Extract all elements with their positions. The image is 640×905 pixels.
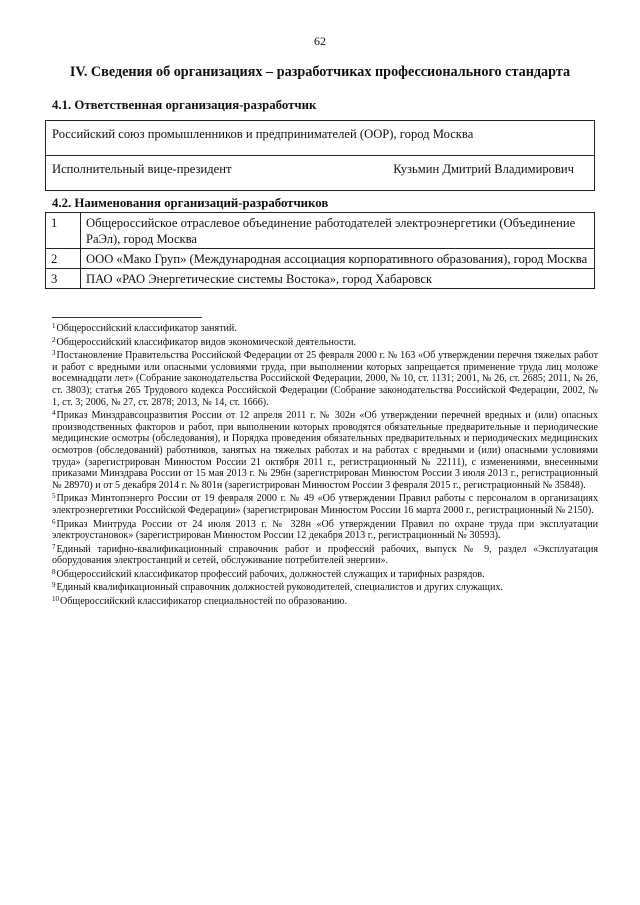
footnote-text: Общероссийский классификатор специальностей по образованию. bbox=[60, 596, 348, 608]
footnote-text: Приказ Минздравсоцразвития России от 12 апреля 2011 г. № 302н «Об утверждении перечней вредных и (или) опасных производственных факторов и работ, при выполнении которых проводятся обязательные предварительные и периодические медицинские осмотры (обследования), и Порядка проведения обязательных предварительных и периодических медицинских осмотров (обследований) работников, занятых на тяжелых работах и на работах с вредными и (или) опасными условиями труда» (зарегистрирован Минюстом России 21 октября 2011 г., регистрационный № 22111), с изменениями, внесенными приказами Минздрава России от 15 мая 2013 г. № 296н (зарегистрирован Минюстом России 3 июля 2013 г., регистрационный № 28970) и от 5 декабря 2014 г. № 801н (зарегистрирован Минюстом России 3 февраля 2015 г., регистрационный № 35848). bbox=[52, 410, 598, 491]
page-number: 62 bbox=[314, 34, 326, 48]
footnote bbox=[52, 580, 598, 594]
footnote bbox=[52, 335, 598, 349]
footnote-text: Единый квалификационный справочник должностей руководителей, специалистов и других служащих. bbox=[56, 582, 503, 594]
footnote-mark: 10 bbox=[52, 595, 59, 604]
table-row bbox=[46, 156, 595, 191]
footnote-text: Единый тарифно-квалификационный справочник работ и профессий рабочих, выпуск № 9, раздел «Эксплуатация оборудования электростанций и сетей, обслуживание потребителей энергии». bbox=[52, 543, 598, 567]
footnote-text: Приказ Минтруда России от 24 июля 2013 г. № 328н «Об утверждении Правил по охране труда при эксплуатации электроустановок» (зарегистрирован Минюстом России 12 декабря 2013 г., регистрационный № 30593). bbox=[52, 518, 598, 542]
footnote bbox=[52, 348, 598, 408]
section-title: IV. Сведения об организациях – разработчиках профессионального стандарта bbox=[69, 64, 571, 80]
footnote-text: Общероссийский классификатор видов экономической деятельности. bbox=[56, 336, 356, 348]
table-row bbox=[46, 249, 595, 269]
footnote-mark: 7 bbox=[52, 542, 56, 551]
responsible-org-name: Российский союз промышленников и предпринимателей (ООР), город Москва bbox=[46, 121, 595, 156]
footnote-separator bbox=[52, 317, 202, 318]
footnotes bbox=[52, 321, 598, 608]
developer-org-name: ООО «Мако Груп» (Международная ассоциация корпоративного образования), город Москва bbox=[81, 249, 595, 269]
footnote-mark: 8 bbox=[52, 567, 56, 576]
footnote-mark: 2 bbox=[52, 335, 56, 344]
developer-row-number: 1 bbox=[46, 213, 81, 249]
developer-org-name: Общероссийское отраслевое объединение работодателей электроэнергетики (Объединение РаЭл), город Москва bbox=[81, 213, 595, 249]
footnote bbox=[52, 408, 598, 491]
responsible-org-heading: 4.1. Ответственная организация-разработчик bbox=[52, 98, 317, 112]
developer-orgs-table bbox=[45, 212, 595, 289]
table-row bbox=[46, 213, 595, 249]
footnote-text: Общероссийский классификатор занятий. bbox=[56, 323, 237, 334]
responsible-org-table bbox=[45, 120, 595, 191]
responsible-position: Исполнительный вице-президент bbox=[52, 162, 232, 176]
footnote bbox=[52, 491, 598, 516]
footnote bbox=[52, 567, 598, 581]
footnote-text: Приказ Минтопэнерго России от 19 февраля 2000 г. № 49 «Об утверждении Правил работы с персоналом в организациях электроэнергетики Российской Федерации» (зарегистрирован Минюстом России 16 марта 2000 г., регистрационный № 2150). bbox=[52, 493, 598, 516]
footnote-text: Общероссийский классификатор профессий рабочих, должностей служащих и тарифных разрядов. bbox=[56, 568, 485, 580]
footnote-mark: 6 bbox=[52, 517, 56, 526]
footnote-mark: 5 bbox=[52, 492, 56, 501]
footnote-mark: 4 bbox=[52, 409, 56, 418]
developer-row-number: 3 bbox=[46, 269, 81, 289]
footnote-text: Постановление Правительства Российской Федерации от 25 февраля 2000 г. № 163 «Об утверждении перечня тяжелых работ и работ с вредными или опасными условиями труда, при выполнении которых запрещается применение труда лиц моложе восемнадцати лет» (Собрание законодательства Российской Федерации, 2000, № 10, ст. 1131; 2001, № 26, ст. 2685; 2011, № 26, ст. 3803); статья 265 Трудового кодекса Российской Федерации (Собрание законодательства Российской Федерации, 2002, № 1, ст. 3; 2006, № 27, ст. 2878; 2013, № 14, ст. 1666). bbox=[52, 350, 598, 408]
footnote bbox=[52, 542, 598, 567]
footnote-mark: 1 bbox=[52, 322, 56, 330]
responsible-person-name: Кузьмин Дмитрий Владимирович bbox=[393, 162, 574, 176]
developer-orgs-heading: 4.2. Наименования организаций-разработчиков bbox=[52, 196, 329, 210]
footnote-mark: 9 bbox=[52, 581, 56, 590]
responsible-person-cell bbox=[46, 156, 595, 191]
footnote bbox=[52, 517, 598, 542]
developer-row-number: 2 bbox=[46, 249, 81, 269]
footnote bbox=[52, 594, 598, 608]
footnote-mark: 3 bbox=[52, 349, 56, 358]
table-row bbox=[46, 121, 595, 156]
table-row bbox=[46, 269, 595, 289]
footnote bbox=[52, 321, 598, 335]
developer-org-name: ПАО «РАО Энергетические системы Востока», город Хабаровск bbox=[81, 269, 595, 289]
